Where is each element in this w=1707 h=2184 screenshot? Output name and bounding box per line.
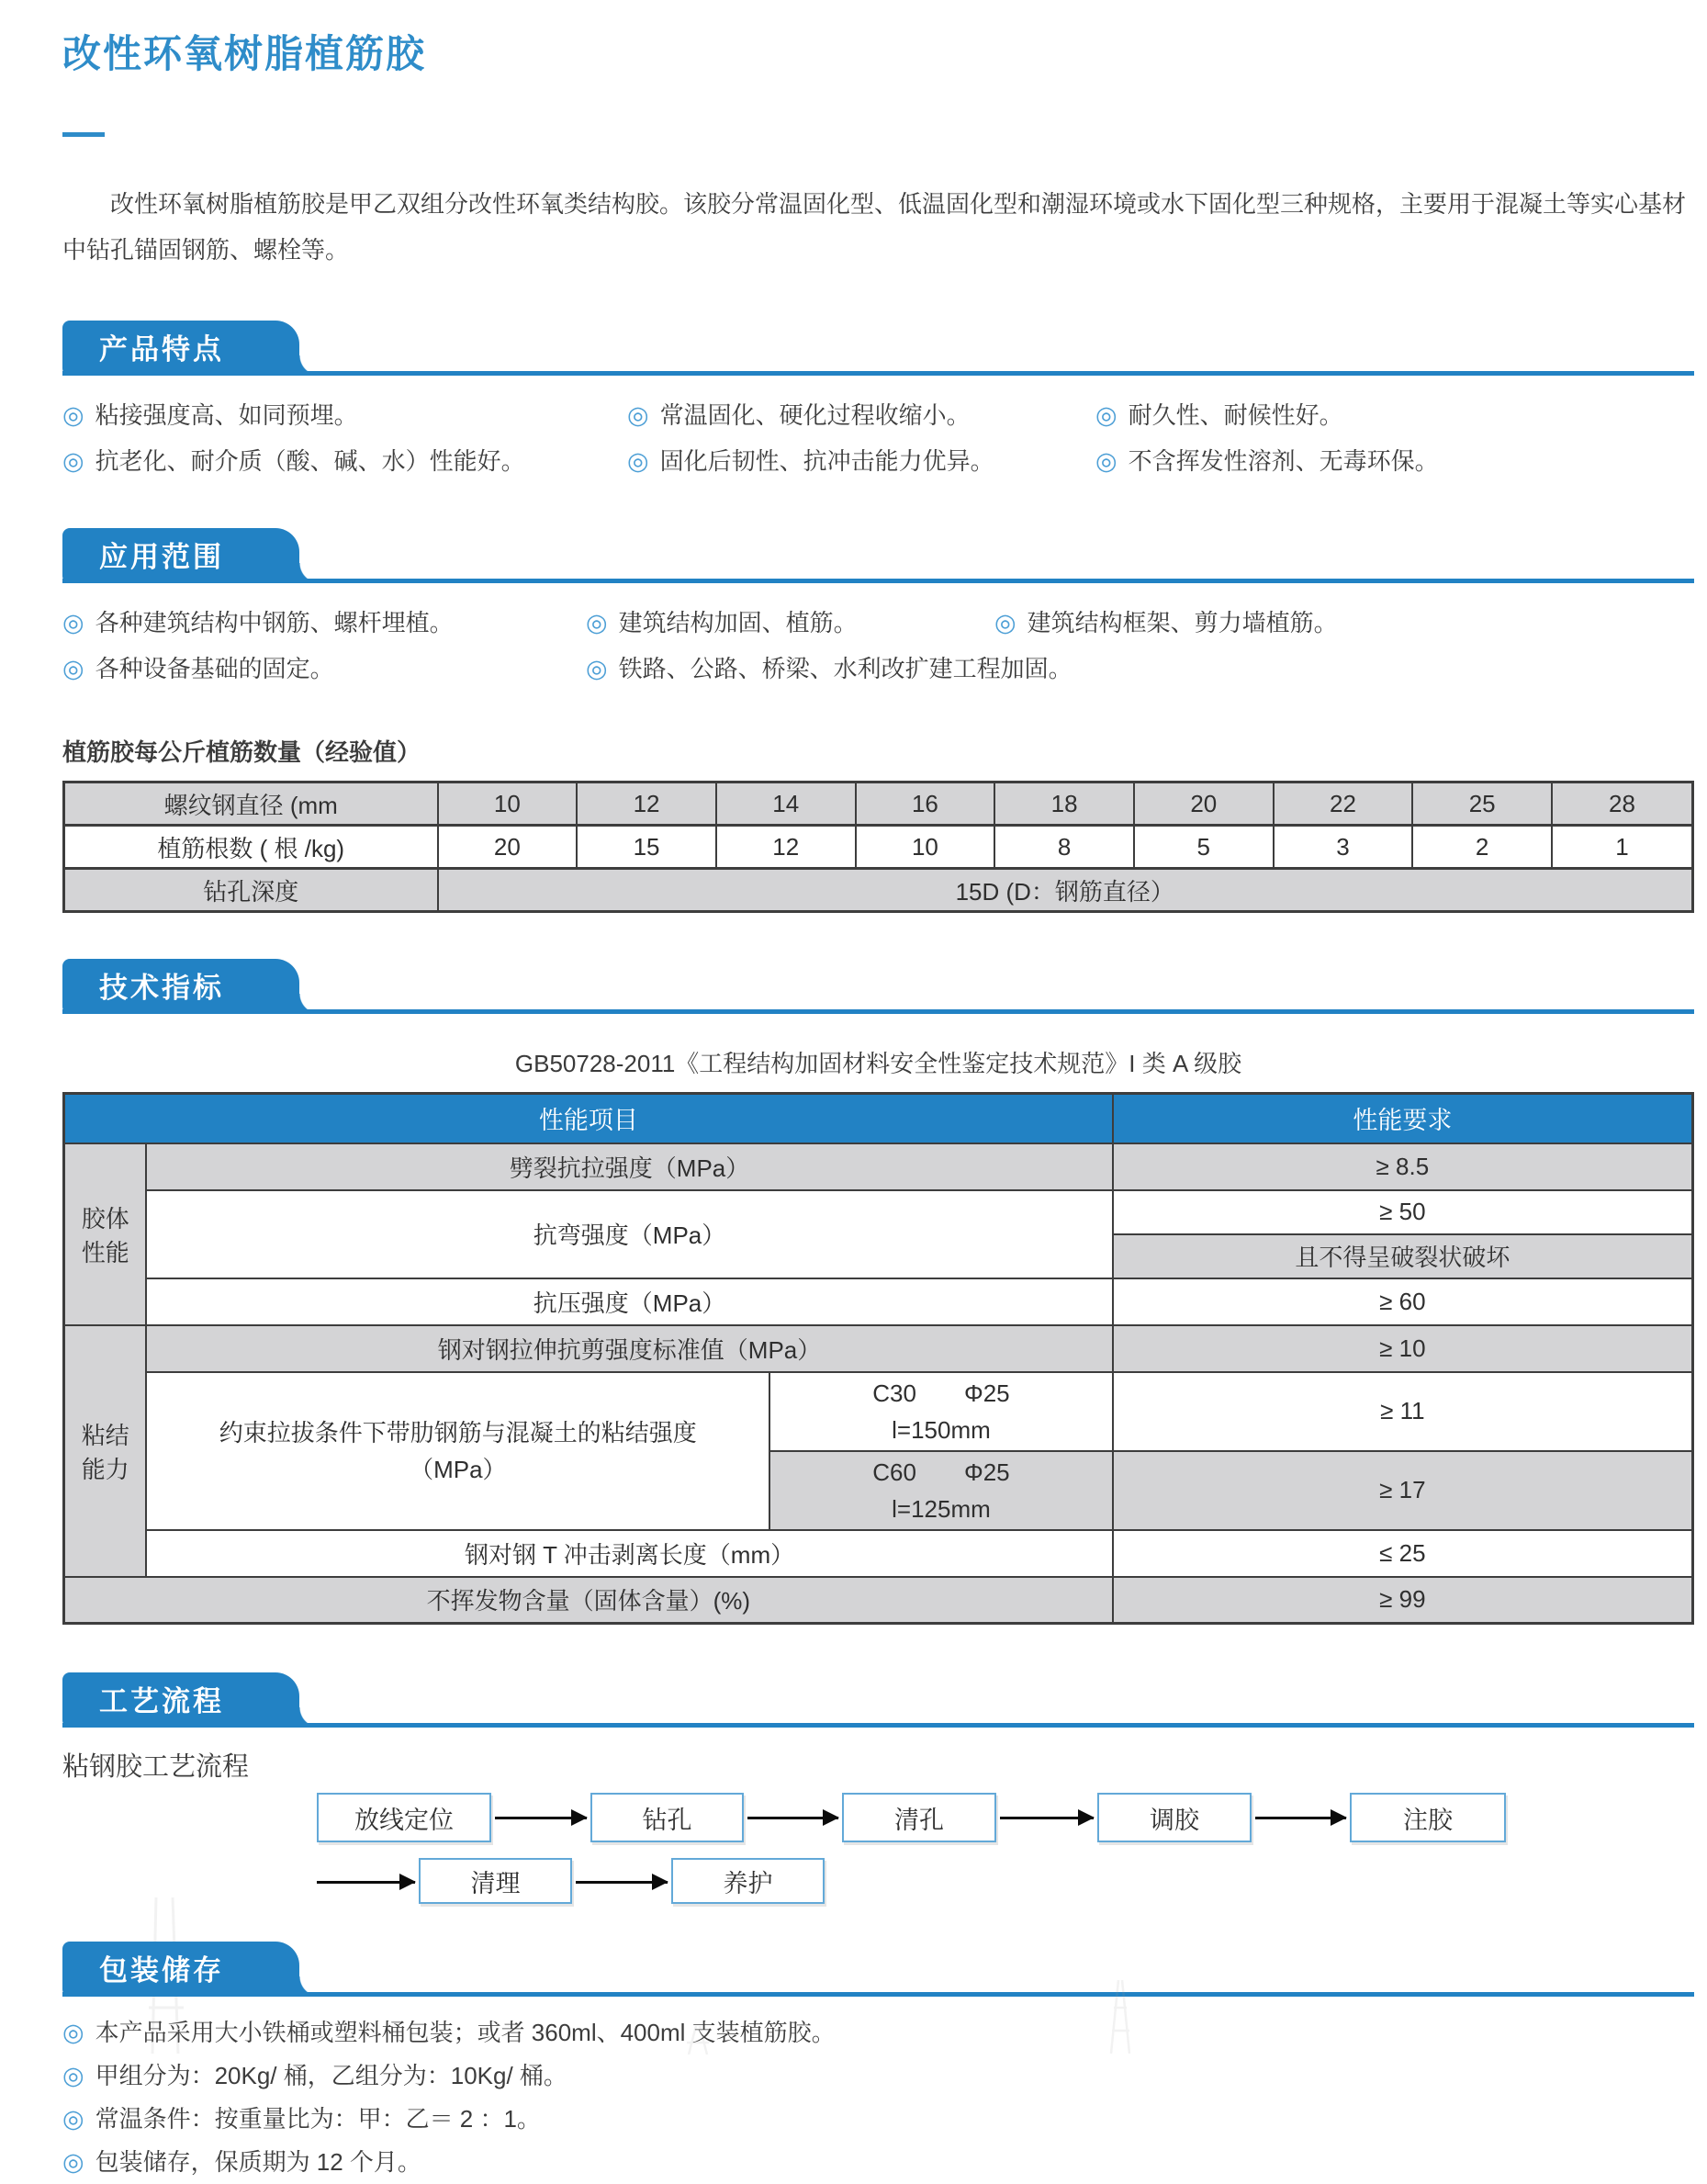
spec-table xyxy=(62,1092,1694,1625)
flow-step: 放线定位 xyxy=(317,1793,491,1842)
table-row xyxy=(64,869,1693,912)
table-header-row xyxy=(64,1094,1693,1143)
table-row xyxy=(64,1577,1693,1624)
table-row xyxy=(64,1278,1693,1325)
feature-text: 粘接强度高、如同预埋。 xyxy=(95,401,358,429)
datasheet-page xyxy=(0,24,1707,2176)
list-item xyxy=(1095,392,1694,438)
item-cell: 钢对钢 T 冲击剥离长度（mm） xyxy=(146,1530,1112,1577)
arrow-icon xyxy=(747,1817,838,1819)
list-item xyxy=(586,646,1072,692)
application-text: 建筑结构框架、剪力墙植筋。 xyxy=(1027,609,1338,636)
section-badge xyxy=(62,528,299,583)
list-item xyxy=(62,2055,1694,2098)
condition-text: C60 Φ25 xyxy=(872,1458,1010,1486)
list-item xyxy=(62,392,627,438)
section-badge xyxy=(62,1672,299,1728)
condition-text: l=150mm xyxy=(892,1415,991,1444)
table-cell: 15 xyxy=(577,826,716,869)
flow-step: 清理 xyxy=(419,1858,572,1904)
section-title: 工艺流程 xyxy=(99,1684,224,1717)
condition-text: l=125mm xyxy=(892,1494,991,1523)
page-title: 改性环氧树脂植筋胶 xyxy=(62,32,427,75)
bullet-icon: ◎ xyxy=(62,401,84,429)
bullet-icon: ◎ xyxy=(62,447,84,475)
process-flowchart xyxy=(62,1793,1694,1914)
bullet-icon: ◎ xyxy=(1095,447,1117,475)
dosage-table-caption: 植筋胶每公斤植筋数量（经验值） xyxy=(62,738,421,766)
features-list xyxy=(62,392,1694,484)
section-title: 应用范围 xyxy=(99,540,224,573)
bullet-icon: ◎ xyxy=(994,609,1016,636)
bullet-icon: ◎ xyxy=(627,401,649,429)
req-cell: ≥ 50 xyxy=(1113,1190,1693,1234)
row-label-cell: 植筋根数 ( 根 /kg) xyxy=(64,826,438,869)
table-cell: 10 xyxy=(856,826,995,869)
flow-step: 养护 xyxy=(671,1858,825,1904)
req-cell: ≥ 99 xyxy=(1113,1577,1693,1624)
req-cell: ≥ 10 xyxy=(1113,1325,1693,1372)
section-specs-header xyxy=(62,959,1694,1014)
req-cell: ≥ 8.5 xyxy=(1113,1143,1693,1190)
list-item xyxy=(62,2141,1694,2184)
table-cell: 3 xyxy=(1274,826,1413,869)
section-badge xyxy=(62,1942,299,1997)
standard-note: GB50728-2011《工程结构加固材料安全性鉴定技术规范》I 类 A 级胶 xyxy=(514,1050,1242,1077)
feature-text: 耐久性、耐候性好。 xyxy=(1128,401,1343,429)
section-title: 产品特点 xyxy=(99,332,224,366)
arrow-icon xyxy=(1000,1817,1094,1819)
condition-cell xyxy=(769,1451,1112,1530)
table-cell: 20 xyxy=(1134,782,1274,826)
table-cell: 20 xyxy=(438,826,578,869)
section-packaging-header xyxy=(62,1942,1694,1997)
list-item xyxy=(62,2011,1694,2055)
table-cell: 12 xyxy=(716,826,856,869)
req-cell: ≥ 11 xyxy=(1113,1372,1693,1451)
packaging-text: 甲组分为：20Kg/ 桶，乙组分为：10Kg/ 桶。 xyxy=(95,2062,567,2089)
item-cell: 劈裂抗拉强度（MPa） xyxy=(146,1143,1112,1190)
column-header: 性能项目 xyxy=(64,1094,1113,1143)
feature-text: 固化后韧性、抗冲击能力优异。 xyxy=(659,447,994,475)
table-row xyxy=(64,826,1693,869)
bullet-icon: ◎ xyxy=(62,655,84,682)
table-cell: 8 xyxy=(994,826,1134,869)
table-row xyxy=(64,1530,1693,1577)
application-text: 各种设备基础的固定。 xyxy=(95,655,334,682)
item-cell: 钢对钢拉伸抗剪强度标准值（MPa） xyxy=(146,1325,1112,1372)
req-cell: ≤ 25 xyxy=(1113,1530,1693,1577)
feature-text: 不含挥发性溶剂、无毒环保。 xyxy=(1128,447,1439,475)
item-cell: 抗压强度（MPa） xyxy=(146,1278,1112,1325)
table-row xyxy=(64,782,1693,826)
list-item xyxy=(62,438,627,484)
table-cell: 22 xyxy=(1274,782,1413,826)
feature-text: 常温固化、硬化过程收缩小。 xyxy=(659,401,971,429)
application-text: 铁路、公路、桥梁、水利改扩建工程加固。 xyxy=(618,655,1072,682)
packaging-text: 包装储存，保质期为 12 个月。 xyxy=(95,2148,421,2176)
bullet-icon: ◎ xyxy=(62,2148,84,2176)
list-item xyxy=(62,600,586,646)
group-cell: 胶体性能 xyxy=(64,1143,147,1325)
list-item xyxy=(994,600,1694,646)
table-cell: 28 xyxy=(1552,782,1693,826)
row-label-cell: 钻孔深度 xyxy=(64,869,438,912)
bullet-icon: ◎ xyxy=(62,2105,84,2133)
table-cell: 10 xyxy=(438,782,578,826)
title-underline xyxy=(62,132,105,137)
table-cell: 25 xyxy=(1412,782,1552,826)
table-row xyxy=(64,1372,1693,1451)
bullet-icon: ◎ xyxy=(627,447,649,475)
flow-subtitle: 粘钢胶工艺流程 xyxy=(62,1752,250,1782)
application-text: 建筑结构加固、植筋。 xyxy=(618,609,858,636)
intro-paragraph: 改性环氧树脂植筋胶是甲乙双组分改性环氧类结构胶。该胶分常温固化型、低温固化型和潮湿环境或水下固化型三种规格，主要用于混凝土等实心基材中钻孔锚固钢筋、螺栓等。 xyxy=(62,190,1687,264)
arrow-icon xyxy=(317,1881,415,1884)
section-applications-header xyxy=(62,528,1694,583)
item-cell: 不挥发物含量（固体含量）(%) xyxy=(64,1577,1113,1624)
flow-step: 钻孔 xyxy=(590,1793,744,1842)
list-item xyxy=(627,392,1095,438)
condition-cell xyxy=(769,1372,1112,1451)
arrow-icon xyxy=(495,1817,587,1819)
row-label-cell: 螺纹钢直径 (mm xyxy=(64,782,438,826)
flow-step: 调胶 xyxy=(1097,1793,1252,1842)
bullet-icon: ◎ xyxy=(62,2062,84,2089)
table-cell: 1 xyxy=(1552,826,1693,869)
req-cell: 且不得呈破裂状破坏 xyxy=(1113,1234,1693,1278)
req-cell: ≥ 60 xyxy=(1113,1278,1693,1325)
list-item xyxy=(627,438,1095,484)
table-cell: 16 xyxy=(856,782,995,826)
arrow-icon xyxy=(1255,1817,1346,1819)
packaging-text: 常温条件：按重量比为：甲：乙＝ 2 ：1。 xyxy=(95,2105,541,2133)
applications-list xyxy=(62,600,1694,692)
list-item xyxy=(1095,438,1694,484)
section-badge xyxy=(62,959,299,1014)
bullet-icon: ◎ xyxy=(586,655,608,682)
item-text: 约束拉拔条件下带肋钢筋与混凝土的粘结强度 xyxy=(219,1418,697,1447)
bullet-icon: ◎ xyxy=(1095,401,1117,429)
arrow-icon xyxy=(576,1881,668,1884)
flow-step: 注胶 xyxy=(1350,1793,1506,1842)
packaging-list xyxy=(62,2011,1694,2184)
flow-step: 清孔 xyxy=(842,1793,996,1842)
section-process-header xyxy=(62,1672,1694,1728)
table-row xyxy=(64,1325,1693,1372)
bullet-icon: ◎ xyxy=(62,609,84,636)
feature-text: 抗老化、耐介质（酸、碱、水）性能好。 xyxy=(95,447,525,475)
item-cell: 抗弯强度（MPa） xyxy=(146,1190,1112,1278)
table-cell: 15D (D：钢筋直径） xyxy=(438,869,1693,912)
section-features-header xyxy=(62,321,1694,376)
bullet-icon: ◎ xyxy=(586,609,608,636)
group-cell: 粘结能力 xyxy=(64,1325,147,1577)
req-cell: ≥ 17 xyxy=(1113,1451,1693,1530)
table-cell: 5 xyxy=(1134,826,1274,869)
packaging-text: 本产品采用大小铁桶或塑料桶包装；或者 360ml、400ml 支装植筋胶。 xyxy=(95,2019,836,2046)
page-content xyxy=(0,24,1707,2184)
dosage-table xyxy=(62,781,1694,913)
section-title: 技术指标 xyxy=(99,971,224,1004)
list-item xyxy=(586,600,994,646)
item-cell xyxy=(146,1372,769,1530)
bullet-icon: ◎ xyxy=(62,2019,84,2046)
table-row xyxy=(64,1143,1693,1190)
table-cell: 2 xyxy=(1412,826,1552,869)
item-text: （MPa） xyxy=(410,1455,507,1483)
condition-text: C30 Φ25 xyxy=(872,1379,1010,1407)
table-row xyxy=(64,1190,1693,1234)
application-text: 各种建筑结构中钢筋、螺杆埋植。 xyxy=(95,609,454,636)
table-cell: 18 xyxy=(994,782,1134,826)
section-badge xyxy=(62,321,299,376)
list-item xyxy=(62,646,586,692)
table-cell: 12 xyxy=(577,782,716,826)
section-title: 包装储存 xyxy=(99,1953,224,1987)
list-item xyxy=(62,2098,1694,2141)
table-cell: 14 xyxy=(716,782,856,826)
column-header: 性能要求 xyxy=(1113,1094,1693,1143)
